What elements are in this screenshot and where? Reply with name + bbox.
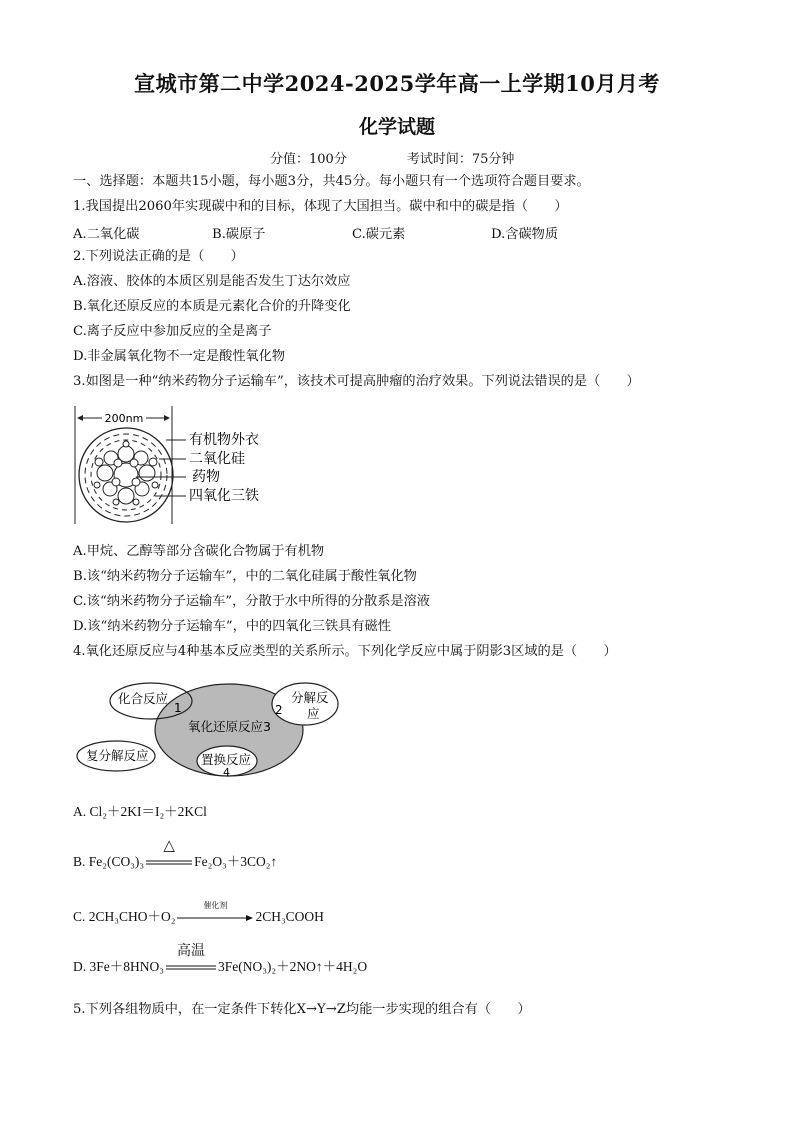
nanocarrier-figure — [70, 402, 290, 530]
label-drug: 药物 — [192, 469, 220, 485]
number-1: 1 — [174, 701, 182, 715]
condition-high-temp: 高温 — [176, 943, 205, 959]
condition-heat: △ — [163, 838, 175, 854]
q3-stem: 3.如图是一种“纳米药物分子运输车”，该技术可提高肿瘤的治疗效果。下列说法错误的是（ ） — [73, 374, 640, 389]
time-text: 考试时间：75分钟 — [406, 152, 515, 167]
exam-title: 宣城市第二中学2024-2025学年高一上学期10月月考 — [134, 71, 660, 96]
width-label: 200nm — [104, 412, 144, 425]
q1-option-c: C.碳元素 — [352, 227, 406, 242]
q3-option-c: C.该“纳米药物分子运输车”，分散于水中所得的分散系是溶液 — [73, 594, 430, 609]
q2-option-a: A.溶液、胶体的本质区别是能否发生丁达尔效应 — [73, 274, 351, 289]
reaction-type-diagram — [76, 676, 346, 782]
q5-stem: 5.下列各组物质中，在一定条件下转化X→Y→Z均能一步实现的组合有（ ） — [73, 1002, 531, 1017]
q1-option-a: A.二氧化碳 — [73, 227, 140, 242]
exam-subtitle: 化学试题 — [358, 116, 435, 138]
q3-option-b: B.该“纳米药物分子运输车”，中的二氧化硅属于酸性氧化物 — [73, 569, 417, 584]
q3-option-d: D.该“纳米药物分子运输车”，中的四氧化三铁具有磁性 — [73, 619, 391, 634]
q2-stem: 2.下列说法正确的是（ ） — [73, 249, 244, 264]
particle-cluster — [94, 441, 158, 505]
q1-option-d: D.含碳物质 — [491, 227, 559, 242]
label-combination: 化合反应 — [118, 691, 169, 706]
number-2: 2 — [275, 703, 283, 717]
q4-option-a: A. Cl₂＋2KI＝I₂＋2KCl — [73, 804, 207, 819]
q4-stem: 4.氧化还原反应与4种基本反应类型的关系所示。下列化学反应中属于阴影3区域的是（ ） — [73, 644, 617, 659]
q4-option-c: C. 2CH₃CHO＋O₂ 催化剂 2CH₃COOH — [73, 901, 324, 924]
q2-option-d: D.非金属氧化物不一定是酸性氧化物 — [73, 349, 286, 364]
label-redox: 氧化还原反应3 — [188, 719, 271, 734]
q2-option-b: B.氧化还原反应的本质是元素化合价的升降变化 — [73, 299, 351, 314]
label-silica: 二氧化硅 — [189, 451, 245, 467]
label-organic-coat: 有机物外衣 — [189, 432, 259, 448]
section-heading: 一、选择题：本题共15小题，每小题3分，共45分。每小题只有一个选项符合题目要求。 — [73, 174, 590, 189]
label-decomposition-1: 分解反 — [291, 690, 329, 705]
q3-option-a: A.甲烷、乙醇等部分含碳化合物属于有机物 — [73, 544, 325, 559]
q4-option-b: B. Fe₂(CO₃)₃ △ Fe₂O₃＋3CO₂↑ — [73, 838, 278, 869]
number-4: 4 — [223, 766, 230, 779]
exam-meta — [270, 148, 514, 167]
label-decomposition-2: 应 — [307, 706, 320, 721]
q4-option-d: D. 3Fe＋8HNO₃ 高温 3Fe(NO₃)₂＋2NO↑＋4H₂O — [73, 943, 368, 974]
score-text: 分值：100分 — [270, 152, 347, 167]
q2-option-c: C.离子反应中参加反应的全是离子 — [73, 324, 272, 339]
q1-option-b: B.碳原子 — [212, 227, 266, 242]
condition-catalyst: 催化剂 — [177, 909, 253, 925]
label-double-decomposition: 复分解反应 — [86, 748, 149, 763]
q1-stem: 1.我国提出2060年实现碳中和的目标，体现了大国担当。碳中和中的碳是指（ ） — [73, 199, 568, 214]
q1-options — [73, 223, 633, 241]
label-replacement: 置换反应 — [201, 752, 252, 767]
label-fe3o4: 四氧化三铁 — [189, 488, 259, 504]
equation-a: Cl₂＋2KI＝I₂＋2KCl — [89, 804, 207, 819]
